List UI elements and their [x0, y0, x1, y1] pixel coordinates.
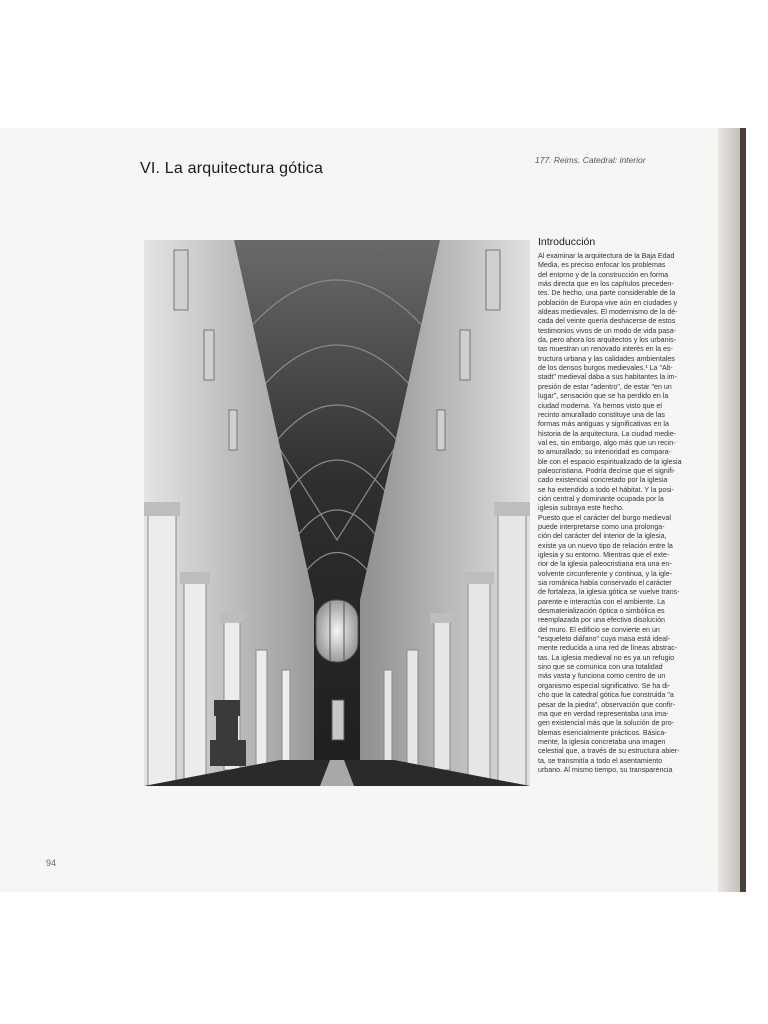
text-line: iglesia subraya este hecho. [538, 504, 624, 513]
text-line: ma que en verdad representaba una ima- [538, 709, 669, 718]
text-line: celestial que, a través de su estructura abier- [538, 747, 680, 756]
text-line: se ha extendido a todo el hábitat. Y la posi- [538, 485, 674, 494]
text-line: iglesia y su entorno. Mientras que el exte- [538, 551, 670, 559]
chapter-title: VI. La arquitectura gótica [140, 160, 324, 177]
figure-caption: 177. Reims. Catedral: interior [535, 155, 646, 165]
text-line: parente e interactúa con el ambiente. La [538, 597, 665, 606]
text-line: presión de estar "adentro", de estar "en un [538, 382, 672, 391]
text-line: ción central y dominante ocupada por la [538, 494, 664, 503]
text-line: mente reducida a una red de líneas abstrac- [538, 644, 678, 653]
text-line: Media, es preciso enfocar los problemas [538, 261, 666, 270]
text-line: lugar", sensación que se ha perdido en la [538, 392, 669, 401]
text-line: ta, se transmitía a todo el asentamiento [538, 756, 663, 765]
text-line: urbano. Al mismo tiempo, su transparencia [538, 765, 673, 774]
text-line: paleocristiana. Podría decirse que el signifi- [538, 466, 676, 475]
text-line: tas. La iglesia medieval no es ya un refugio [538, 653, 675, 662]
text-line: más vasta y funciona como centro de un [538, 672, 666, 681]
text-line: existe ya un nuevo tipo de relación entre la [538, 541, 673, 550]
text-line: más directa que en los capítulos preceden- [538, 280, 674, 289]
text-line: población de Europa vive aún en ciudades y [538, 298, 678, 307]
text-line: aldeas medievales. El modernismo de la dé- [538, 308, 678, 317]
text-line: pesar de la piedra", observación que confir- [538, 700, 675, 709]
text-line: de fortaleza, la iglesia gótica se vuelve trans- [538, 588, 680, 597]
cathedral-interior-photo [144, 240, 530, 786]
text-line: tes. De hecho, una parte considerable de la [538, 289, 676, 298]
text-line: cho que la catedral gótica fue construida "a [538, 691, 674, 700]
text-line: de los densos burgos medievales.¹ La "Alt- [538, 364, 673, 373]
text-line: blemas esencialmente prácticos. Básica- [538, 728, 667, 737]
text-line: del entorno y de la construcción en forma [538, 270, 669, 279]
text-line: formas más antiguas y significativas en la [538, 420, 669, 429]
text-line: ble con el espacio espiritualizado de la iglesia [538, 457, 682, 466]
text-line: puede interpretarse como una prolonga- [538, 522, 665, 531]
body-text [538, 252, 720, 792]
section-heading: Introducción [538, 236, 596, 248]
text-line: cado existencial concretado por la iglesia [538, 476, 668, 485]
text-line: testimonios vivos de un modo de vida pasa- [538, 326, 677, 335]
text-line: cada del veinte quería deshacerse de estos [538, 317, 676, 326]
text-line: mente, la iglesia concretaba una imagen [538, 737, 666, 746]
text-line: volvente circunferente y continua, y la igle- [538, 569, 673, 578]
text-line: recinto amurallado constituye una de las [538, 410, 665, 419]
page-number: 94 [46, 858, 57, 868]
book-binding-edge [740, 128, 746, 892]
text-line: desmaterialización óptica o simbólica es [538, 607, 665, 616]
text-line: ciudad moderna. Ya hemos visto que el [538, 401, 662, 410]
text-line: tas muestran un renovado interés en la es- [538, 345, 673, 354]
text-line: stadt" medieval daba a sus habitantes la im- [538, 373, 677, 382]
text-line: to amurallado; su interioridad es compara- [538, 448, 671, 457]
text-line: da, pero ahora los arquitectos y los urbanis- [538, 336, 677, 345]
text-line: val es, sin embargo, algo más que un recin- [538, 438, 676, 447]
text-line: ción del carácter del interior de la iglesia, [538, 532, 667, 541]
text-line: sia románica había conservado el carácter [538, 579, 672, 588]
text-line: Puesto que el carácter del burgo medieval [538, 513, 671, 522]
text-line: rior de la iglesia paleocristiana era una en- [538, 560, 672, 569]
text-line: historia de la arquitectura. La ciudad medie- [538, 429, 677, 438]
text-line: del muro. El edificio se convierte en un [538, 625, 660, 634]
text-line: gen existencial más que la solución de pro- [538, 719, 675, 728]
text-line: tructura urbana y las calidades ambientales [538, 354, 675, 363]
text-line: Al examinar la arquitectura de la Baja Edad [538, 252, 675, 260]
text-line: sino que se comunica con una totalidad [538, 663, 663, 672]
text-line: reemplazada por una efectiva disolución [538, 616, 665, 625]
text-line: organismo especial significativo. Se ha di- [538, 681, 671, 690]
text-line: "esqueleto diáfano" cuya masa está ideal- [538, 635, 671, 644]
